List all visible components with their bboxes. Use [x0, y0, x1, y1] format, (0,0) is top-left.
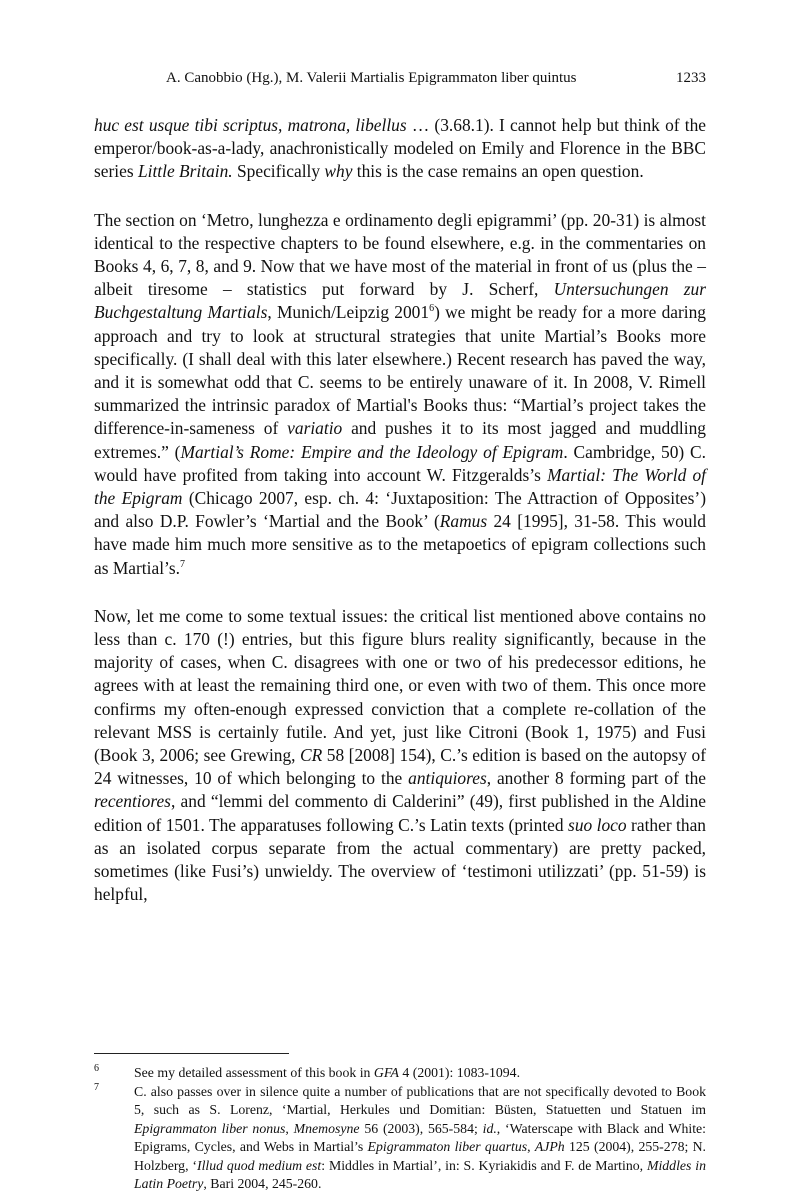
italic-text: variatio — [287, 418, 343, 439]
footnote-text — [134, 1065, 520, 1080]
italic-text: CR — [300, 745, 323, 766]
text-run: C. also passes over in silence quite a number of publications that are not specifically devoted to Book 5, such as S. Lorenz, ‘Martial, Herkules und Domitian: Büsten, Statuetten und Statuen im — [134, 1083, 706, 1117]
text-run: : Middles in Martial’, in: S. Kyriakidis and F. de Martino, — [321, 1157, 647, 1173]
text-run: , — [285, 1120, 294, 1136]
italic-text: Epigrammaton liber nonus — [134, 1120, 286, 1136]
text-run: 4 (2001): 1083-1094. — [398, 1065, 521, 1080]
italic-text: AJPh — [534, 1139, 565, 1154]
page-number: 1233 — [676, 70, 706, 86]
text-run: , another 8 forming part of the — [486, 768, 706, 789]
italic-text: Ramus — [439, 511, 488, 532]
text-run: , and “lemmi del commento di Calderini” (49), first published in the Aldine edition of 1501. The apparatuses following C.’s Latin texts (printed — [94, 791, 706, 835]
text-run: rather than as an isolated corpus separate from the actual commentary) are pretty packed, sometimes (like Fusi’s) unwieldy. The overview of ‘testimoni utilizzati’ (pp. 51-59) is helpful, — [94, 814, 706, 905]
footnote-reference: 7 — [179, 558, 185, 570]
text-run: 125 (2004), 255-278; N. Holzberg, ‘ — [134, 1139, 706, 1173]
italic-text: Martial: The World of the Epigram — [94, 464, 707, 509]
text-run: The section on ‘Metro, lunghezza e ordinamento degli epigrammi’ (pp. 20-31) is almost identical to the respective chapters to be found elsewhere, e.g. in the commentaries on Books 4, 6, 7, 8, and 9. Now that we have most of the material in front of us (plus the – albeit tiresome – statistics put forward by J. Scherf, — [94, 209, 706, 300]
body-text — [94, 114, 706, 907]
italic-text: Epigrammaton liber quartus — [367, 1139, 528, 1154]
text-run: , Bari 2004, 245-260. — [203, 1176, 322, 1191]
italic-text: Martial’s Rome: Empire and the Ideology of Epigram — [180, 441, 564, 462]
text-run: , Munich/Leipzig 2001 — [267, 302, 430, 323]
text-run: , — [527, 1139, 535, 1154]
text-run: 56 (2003), 565-584; — [359, 1120, 483, 1136]
text-run: See my detailed assessment of this book in — [134, 1065, 374, 1080]
footnote-separator — [94, 1053, 289, 1054]
italic-text: recentiores — [94, 791, 171, 812]
text-run: 24 [1995], 31-58. This would have made him much more sensitive as to the metapoetics of epigram collections such as Martial’s. — [94, 511, 706, 578]
text-run: . Cambridge, 50) C. would have profited from taking into account W. Fitzgeralds’s — [94, 441, 706, 485]
footnote-number: 7 — [94, 1081, 99, 1093]
italic-text: why — [324, 161, 353, 182]
italic-text: Untersuchungen zur Buchgestaltung Martials — [94, 279, 706, 323]
text-run: Now, let me come to some textual issues: the critical list mentioned above contains no less than c. 170 (!) entries, but this figure blurs reality significantly, because in the majority of cases, when C. disagrees with one or two of his predecessor editions, he agrees with at least the remaining third one, or even with two of them. This once more confirms my often-enough expressed conviction that a complete re-collation of the relevant MSS is certainly futile. And yet, just like Citroni (Book 1, 1975) and Fusi (Book 3, 2006; see Grewing, — [94, 605, 706, 766]
footnotes — [94, 1064, 706, 1194]
text-run: … (3.68.1). I cannot help but think of the emperor/book-as-a-lady, anachronistically modeled on Emily and Florence in the BBC series — [94, 115, 706, 182]
text-run: 58 [2008] 154), C.’s edition is based on the autopsy of 24 witnesses, 10 of which belonging to the — [94, 745, 706, 789]
italic-text: Illud quod medium est — [197, 1157, 322, 1173]
text-run: and pushes it to its most jagged and muddling extremes.” ( — [94, 418, 706, 462]
italic-text: huc est usque tibi scriptus, matrona, libellus — [94, 115, 407, 135]
italic-text: id. — [482, 1120, 497, 1136]
text-run: this is the case remains an open question. — [352, 161, 644, 182]
footnote — [94, 1083, 706, 1194]
footnote-number: 6 — [94, 1063, 99, 1074]
running-title: A. Canobbio (Hg.), M. Valerii Martialis Epigrammaton liber quintus — [166, 70, 577, 86]
italic-text: GFA — [373, 1065, 399, 1080]
footnote-text — [134, 1084, 706, 1192]
paragraph — [94, 114, 706, 184]
paragraph — [94, 209, 706, 580]
italic-text: Little Britain. — [137, 161, 233, 182]
text-run: (Chicago 2007, esp. ch. 4: ‘Juxtaposition: The Attraction of Opposites’) and also D.P. Fowler’s ‘Martial and the Book’ ( — [94, 488, 706, 532]
text-run: Specifically — [232, 161, 325, 182]
italic-text: Mnemosyne — [293, 1120, 360, 1136]
text-run: , ‘Waterscape with Black and White: Epigrams, Cycles, and Webs in Martial’s — [134, 1120, 706, 1154]
footnote — [94, 1064, 706, 1083]
paragraph — [94, 605, 706, 907]
text-run: ) we might be ready for a more daring approach and try to look at structural strategies that unite Martial’s Books more specifically. (I shall deal with this later elsewhere.) Recent research has paved the way, and it is somewhat odd that C. seems to be entirely unaware of it. In 2008, V. Rimell summarized the intrinsic paradox of Martial's Books thus: “Martial’s project takes the difference-in-sameness of — [94, 302, 706, 439]
italic-text: antiquiores — [408, 768, 487, 789]
footnote-reference: 6 — [429, 303, 435, 315]
italic-text: suo loco — [568, 814, 627, 835]
italic-text: Middles in Latin Poetry — [134, 1157, 706, 1191]
running-header — [94, 70, 706, 94]
